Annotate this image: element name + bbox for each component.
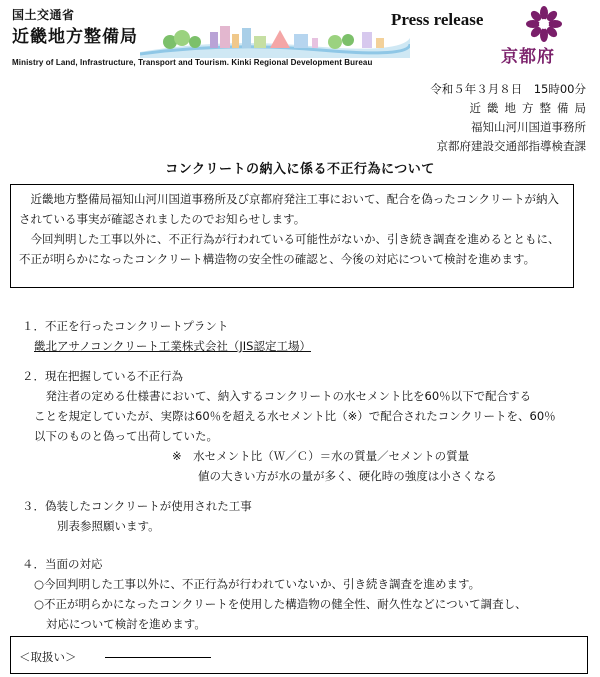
document-title: コンクリートの納入に係る不正行為について [165, 162, 435, 177]
summary-p2-line1: 今回判明した工事以外に、不正行為が行われている可能性がないか、引き続き調査を進めるとと [30, 232, 525, 246]
summary-paragraph-1 [19, 189, 567, 229]
summary-p2-line2: もに、不正が明らかになったコンクリート構造物の安全性の確認と、今後の対応について検討を進め [19, 232, 560, 266]
section-2 [22, 366, 582, 486]
summary-paragraph-2 [19, 229, 567, 269]
handling-box [10, 636, 588, 674]
summary-p1-line2: トが納入されている事実が確認されましたのでお知らせします。 [19, 192, 560, 226]
water-cement-ratio-explanation: 値の大きい方が水の量が多く、硬化時の強度は小さくなる [198, 469, 497, 483]
english-bureau-name: Ministry of Land, Infrastructure, Transport and Tourism. Kinki Regional Development Bureau [12, 58, 373, 67]
summary-p2-line3: ます。 [501, 252, 536, 266]
plant-name: 畿北アサノコンクリート工業株式会社（JIS認定工場） [34, 339, 311, 353]
release-datetime: 令和５年３月８日 15時00分 [430, 82, 586, 96]
ministry-short-name: 国土交通省 [12, 8, 75, 22]
section-4-heading: ４．当面の対応 [22, 557, 103, 571]
section-2-heading: ２．現在把握している不正行為 [22, 369, 183, 383]
section-3-body: 別表参照願います。 [57, 519, 160, 533]
summary-p1-line1: 近畿地方整備局福知山河川国道事務所及び京都府発注工事において、配合を偽ったコンクリー [30, 192, 514, 206]
issuer-block [430, 80, 592, 156]
skyline-illustration [140, 8, 410, 58]
section-2-line-3: 以下のものと偽って出荷していた。 [34, 429, 218, 443]
issuer-kinki-bureau: 近畿地方整備局 [469, 101, 592, 115]
summary-box [10, 184, 574, 288]
handling-rule [105, 657, 211, 658]
section-2-line-1: 発注者の定める仕様書において、納入するコンクリートの水セメント比を60％以下で配合する [45, 389, 532, 403]
kyoto-prefecture-name: 京都府 [501, 47, 555, 67]
press-release-label: Press release [391, 10, 484, 29]
handling-label: ＜取扱い＞ [19, 650, 77, 664]
kyoto-crest-icon [526, 6, 562, 42]
header [0, 0, 600, 80]
issuer-kyoto-inspection-division: 京都府建設交通部指導検査課 [436, 139, 586, 153]
section-4 [22, 554, 582, 634]
bureau-name: 近畿地方整備局 [12, 27, 138, 47]
section-1-heading: １．不正を行ったコンクリートプラント [22, 319, 229, 333]
water-cement-ratio-note: ※ 水セメント比（Ｗ／Ｃ）＝水の質量／セメントの質量 [172, 449, 470, 463]
section-2-line-2: ことを規定していたが、実際は60％を超える水セメント比（※）で配合されたコンクリートを、60％ [34, 409, 556, 423]
section-3-heading: ３．偽装したコンクリートが使用された工事 [22, 499, 252, 513]
response-bullet-2-line-2: 対応について検討を進めます。 [46, 617, 206, 631]
issuer-fukuchiyama-office: 福知山河川国道事務所 [471, 120, 586, 134]
response-bullet-1: ○今回判明した工事以外に、不正行為が行われていないか、引き続き調査を進めます。 [34, 577, 481, 591]
section-3 [22, 496, 582, 536]
section-1 [22, 316, 582, 356]
response-bullet-2-line-1: ○不正が明らかになったコンクリートを使用した構造物の健全性、耐久性などについて調査し、 [34, 597, 527, 611]
